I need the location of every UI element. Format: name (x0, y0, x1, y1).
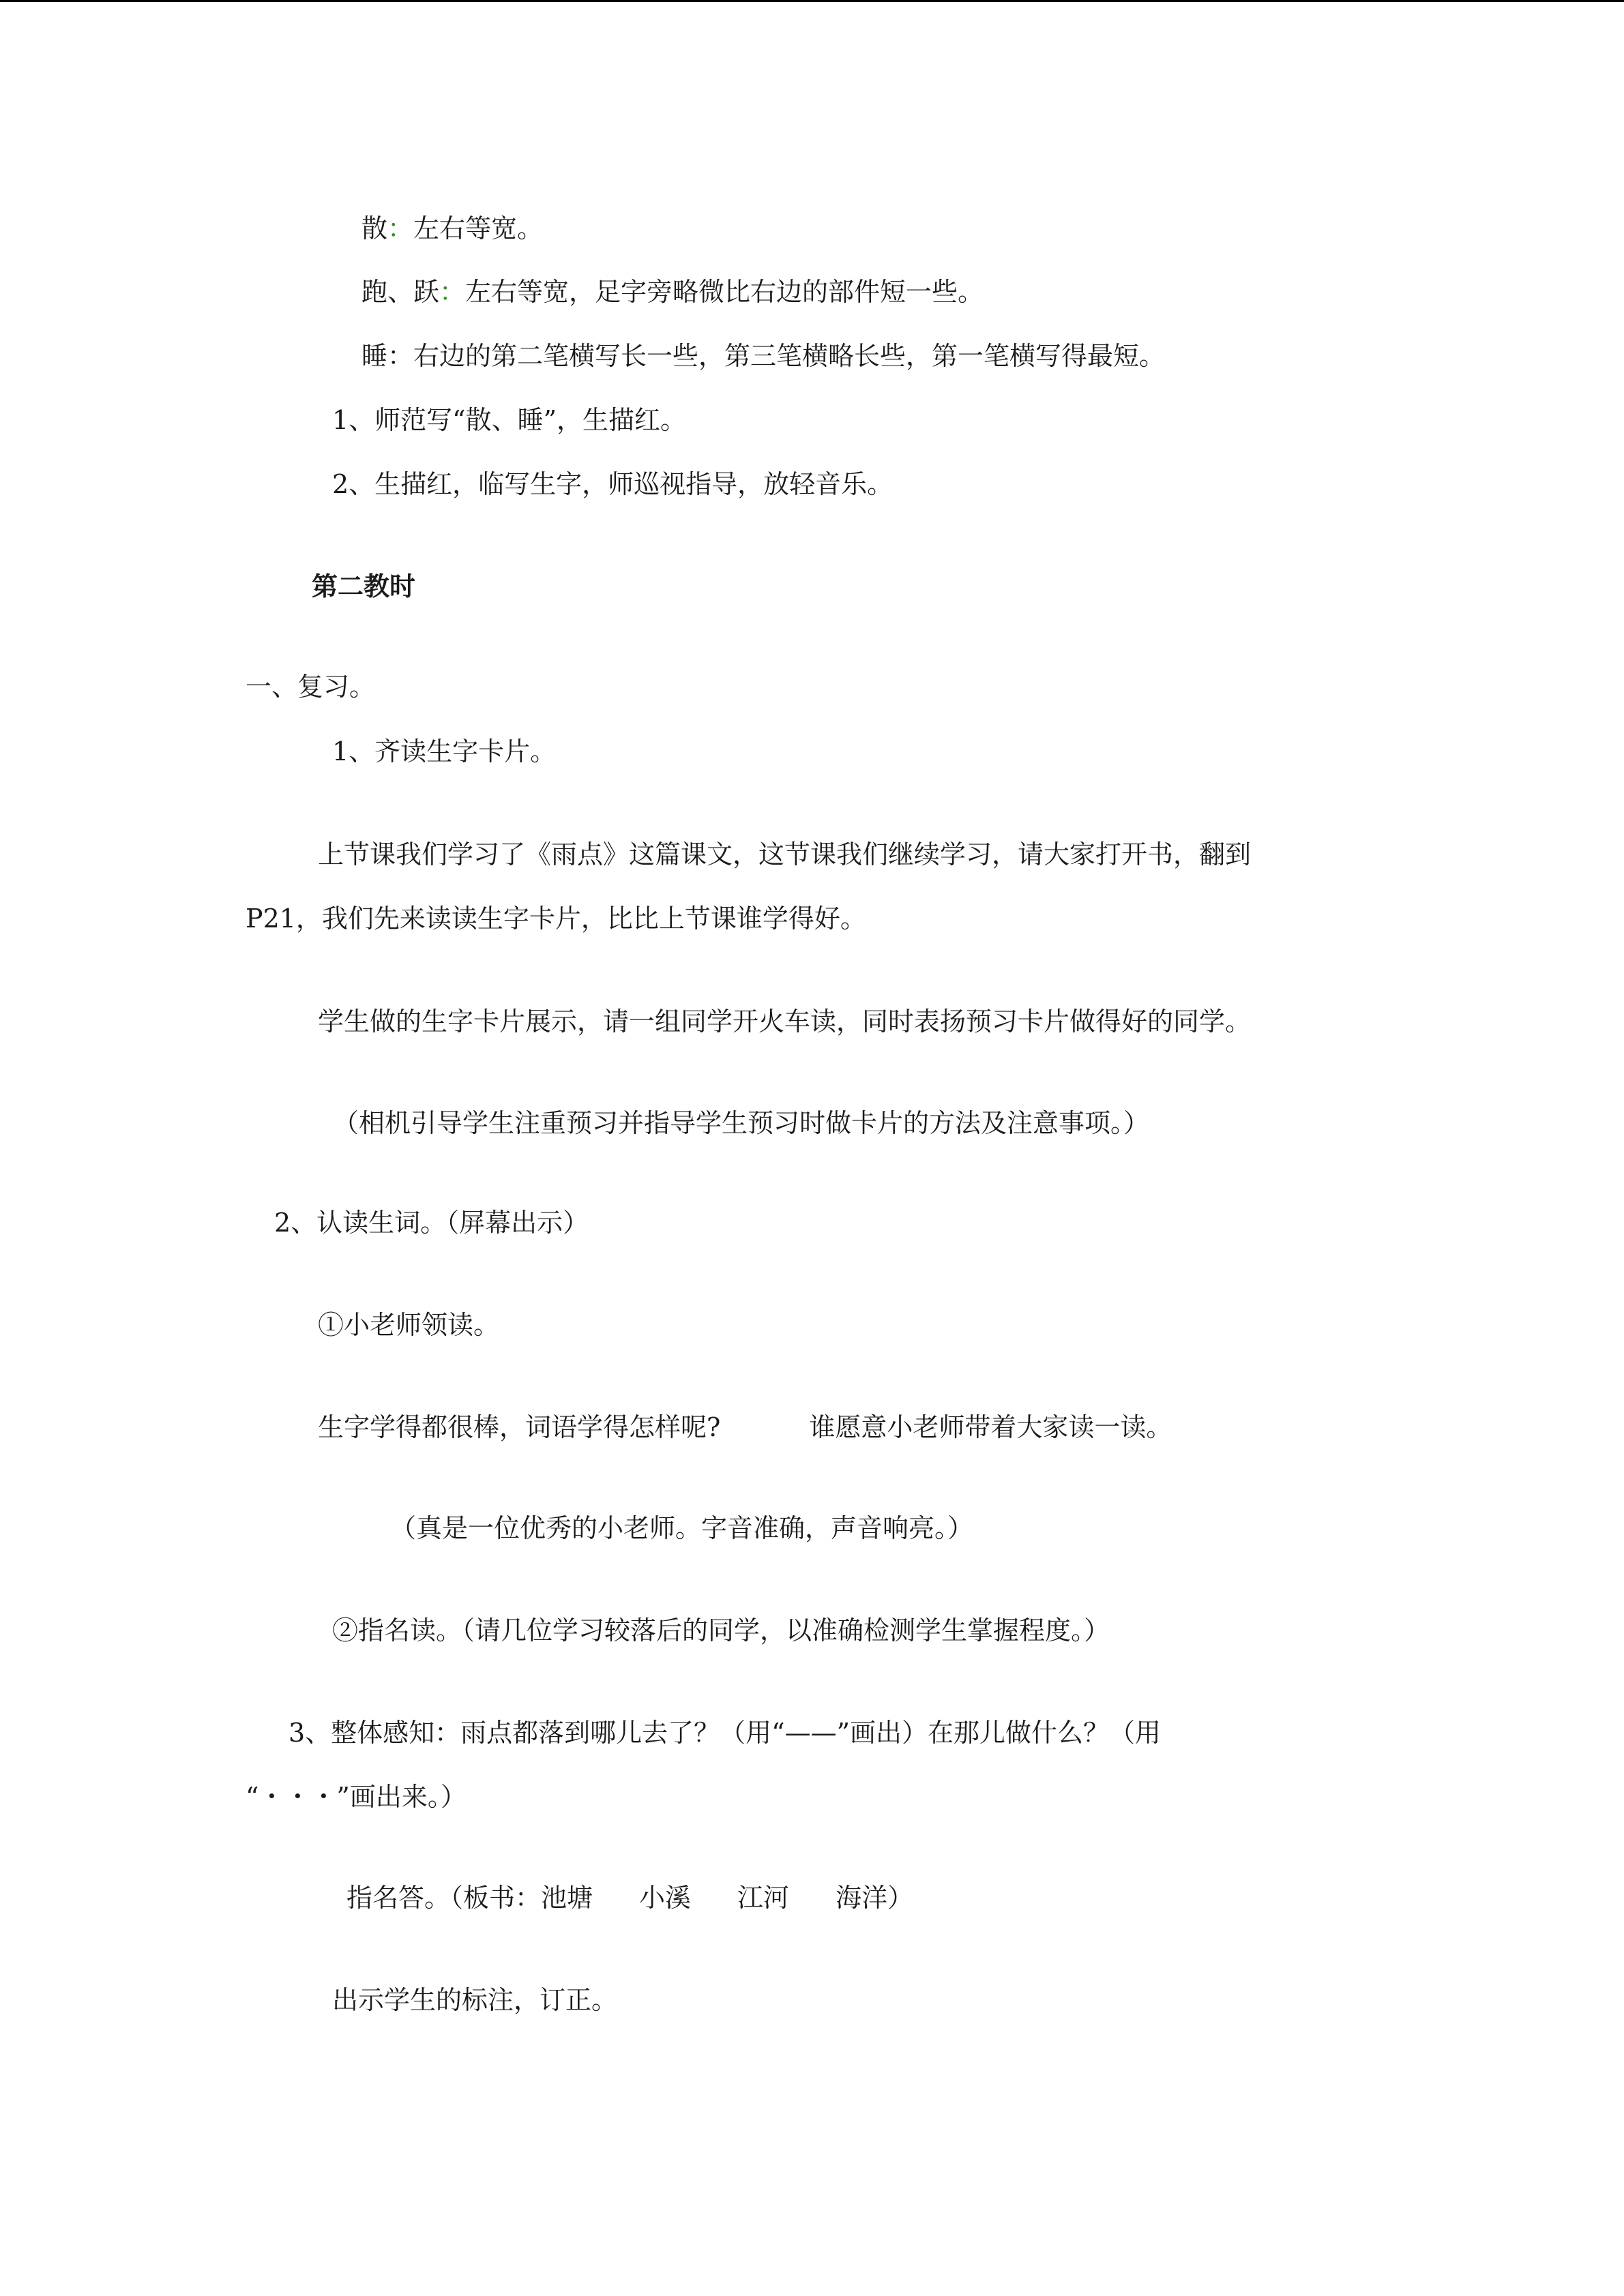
invite-text: 谁愿意小老师带着大家读一读。 (809, 1412, 1172, 1442)
board-word-pond: 池塘 (541, 1883, 593, 1913)
paragraph-intro-line1: 上节课我们学习了《雨点》这篇课文，这节课我们继续学习，请大家打开书，翻到 (318, 839, 1252, 869)
answer-prefix: 指名答。（板书： (346, 1883, 542, 1913)
paragraph-guidance-note: （相机引导学生注重预习并指导学生预习时做卡片的方法及注意事项。） (333, 1108, 1150, 1138)
answer-suffix: ） (887, 1883, 914, 1913)
part-1-review: 一、复习。 (246, 672, 376, 702)
note-text: 左右等宽。 (413, 213, 544, 243)
sub-item-name-read: ②指名读。（请几位学习较落后的同学，以准确检测学生掌握程度。） (332, 1615, 1110, 1645)
paragraph-blackboard (346, 1881, 913, 1915)
char-note-pao-yue (361, 275, 984, 309)
review-item-2: 2、认读生词。（屏幕出示） (274, 1208, 589, 1238)
paragraph-card-show: 学生做的生字卡片展示，请一组同学开火车读，同时表扬预习卡片做得好的同学。 (318, 1007, 1252, 1037)
colon: ： (439, 277, 466, 307)
paragraph-intro-line2: P21，我们先来读读生字卡片，比比上节课谁学得好。 (246, 904, 866, 934)
page-top-border (0, 0, 1624, 2)
step-1-demo: 1、师范写“散、睡”，生描红。 (332, 405, 687, 435)
note-text: 右边的第二笔横写长一些，第三笔横略长些，第一笔横写得最短。 (413, 341, 1166, 371)
char-label: 跑、跃 (361, 277, 440, 307)
board-word-ocean: 海洋 (836, 1883, 888, 1913)
paragraph-question (318, 1410, 1172, 1444)
colon: ： (387, 213, 414, 243)
paragraph-correction: 出示学生的标注，订正。 (332, 1985, 618, 2015)
char-label: 睡 (361, 341, 388, 371)
note-text: 左右等宽，足字旁略微比右边的部件短一些。 (465, 277, 984, 307)
review-item-3-line2: “・・・”画出来。） (246, 1782, 467, 1812)
char-note-shui (361, 339, 1165, 373)
section-heading: 第二教时 (312, 571, 416, 601)
board-word-river: 江河 (737, 1883, 790, 1913)
sub-item-lead-read: ①小老师领读。 (318, 1310, 500, 1340)
review-item-1: 1、齐读生字卡片。 (332, 736, 557, 766)
question-text: 生字学得都很棒，词语学得怎样呢? (318, 1412, 721, 1442)
step-2-practice: 2、生描红，临写生字，师巡视指导，放轻音乐。 (332, 469, 894, 499)
board-word-stream: 小溪 (639, 1883, 692, 1913)
review-item-3-line1: 3、整体感知：雨点都落到哪儿去了？（用“——”画出）在那儿做什么？（用 (289, 1718, 1162, 1748)
paragraph-praise: （真是一位优秀的小老师。字音准确，声音响亮。） (390, 1513, 974, 1543)
char-note-san (361, 211, 543, 245)
colon: ： (387, 341, 414, 371)
char-label: 散 (361, 213, 388, 243)
